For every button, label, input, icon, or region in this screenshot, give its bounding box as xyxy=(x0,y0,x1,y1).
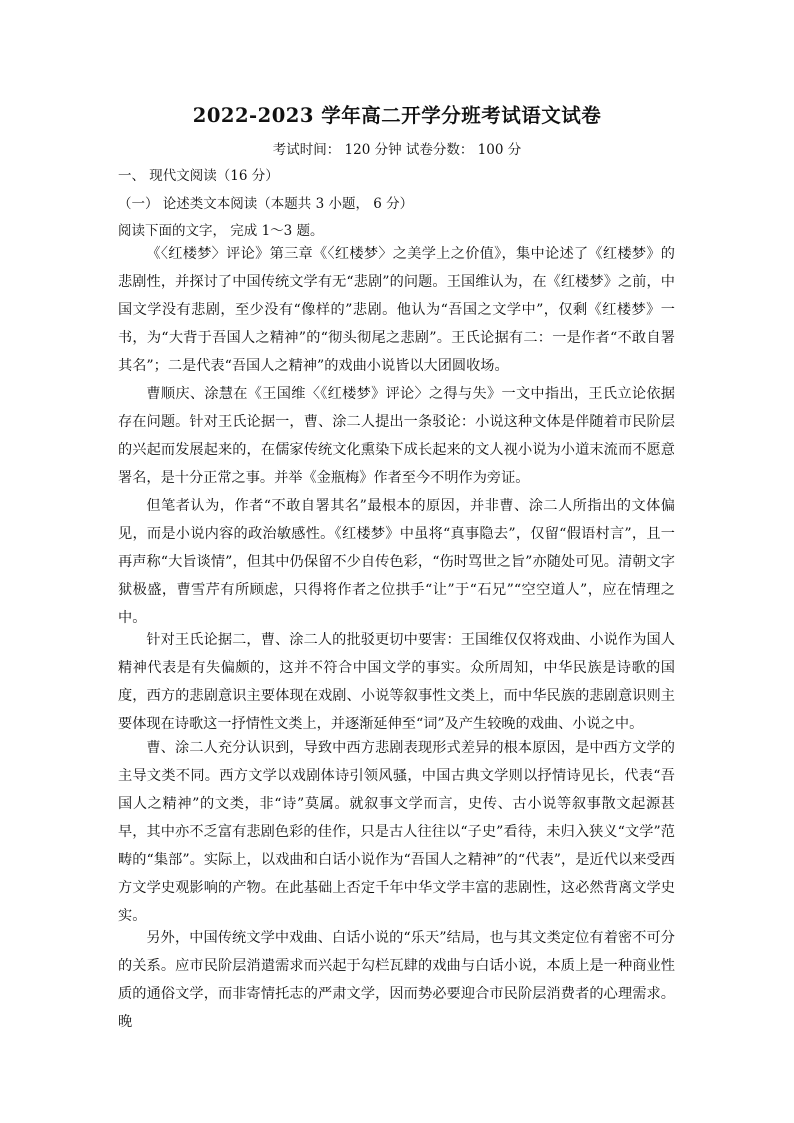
exam-info: 考试时间： 120 分钟 试卷分数： 100 分 xyxy=(272,142,522,158)
subsection-heading: （一） 论述类文本阅读（本题共 3 小题， 6 分） xyxy=(118,196,414,212)
reading-instruction: 阅读下面的文字， 完成 1～3 题。 xyxy=(118,223,324,239)
paragraph-1: 《〈红楼梦〉评论》第三章《〈红楼梦〉之美学上之价值》，集中论述了《红楼梦》的悲剧性，并探讨了中国传统文学有无“悲剧”的问题。王国维认为，在《红楼梦》之前，中国文学没有悲剧，至少没有“像样的”悲剧。他认为“吾国之文学中”，仅剩《红楼梦》一书，为“大背于吾国人之精神”的“彻头彻尾之悲剧”。王氏论据有二：一是作者“不敢自署其名”；二是代表“吾国人之精神”的戏曲小说皆以大团圆收场。 xyxy=(118,246,675,374)
exam-title: 2022-2023 学年高二开学分班考试语文试卷 xyxy=(192,104,602,127)
paragraph-5: 曹、涂二人充分认识到，导致中西方悲剧表现形式差异的根本原因，是中西方文学的主导文类不同。西方文学以戏剧体诗引领风骚，中国古典文学则以抒情诗见长，代表“吾国人之精神”的文类，非“诗”莫属。就叙事文学而言，史传、古小说等叙事散文起源甚早，其中亦不乏富有悲剧色彩的佳作，只是古人往往以“子史”看待，未归入狭义“文学”范畴的“集部”。实际上，以戏曲和白话小说作为“吾国人之精神”的“代表”，是近代以来受西方文学史观影响的产物。在此基础上否定千年中华文学丰富的悲剧性，这必然背离文学史实。 xyxy=(118,740,675,924)
paragraph-3: 但笔者认为，作者“不敢自署其名”最根本的原因，并非曹、涂二人所指出的文体偏见，而是小说内容的政治敏感性。《红楼梦》中虽将“真事隐去”，仅留“假语村言”，且一再声称“大旨谈情”，但其中仍保留不少自传色彩，“伤时骂世之旨”亦随处可见。清朝文字狱极盛，曹雪芹有所顾虑，只得将作者之位拱手“让”于“石兄”“空空道人”，应在情理之中。 xyxy=(118,498,675,626)
paragraph-4: 针对王氏论据二，曹、涂二人的批驳更切中要害：王国维仅仅将戏曲、小说作为国人精神代表是有失偏颇的，这并不符合中国文学的事实。众所周知，中华民族是诗歌的国度，西方的悲剧意识主要体现在戏剧、小说等叙事性文类上，而中华民族的悲剧意识则主要体现在诗歌这一抒情性文类上，并逐渐延伸至“词”及产生较晚的戏曲、小说之中。 xyxy=(118,632,675,732)
section-heading: 一、 现代文阅读（16 分） xyxy=(118,168,279,184)
paragraph-2: 曹顺庆、涂慧在《王国维〈《红楼梦》评论〉之得与失》一文中指出，王氏立论依据存在问题。针对王氏论据一，曹、涂二人提出一条驳论：小说这种文体是伴随着市民阶层的兴起而发展起来的，在儒家传统文化熏染下成长起来的文人视小说为小道末流而不愿意署名，是十分正常之事。并举《金瓶梅》作者至今不明作为旁证。 xyxy=(118,386,675,486)
paragraph-6: 另外，中国传统文学中戏曲、白话小说的“乐天”结局，也与其文类定位有着密不可分的关系。应市民阶层消遣需求而兴起于勾栏瓦肆的戏曲与白话小说，本质上是一种商业性质的通俗文学，而非寄情托志的严肃文学，因而势必要迎合市民阶层消费者的心理需求。晚 xyxy=(118,930,675,1030)
